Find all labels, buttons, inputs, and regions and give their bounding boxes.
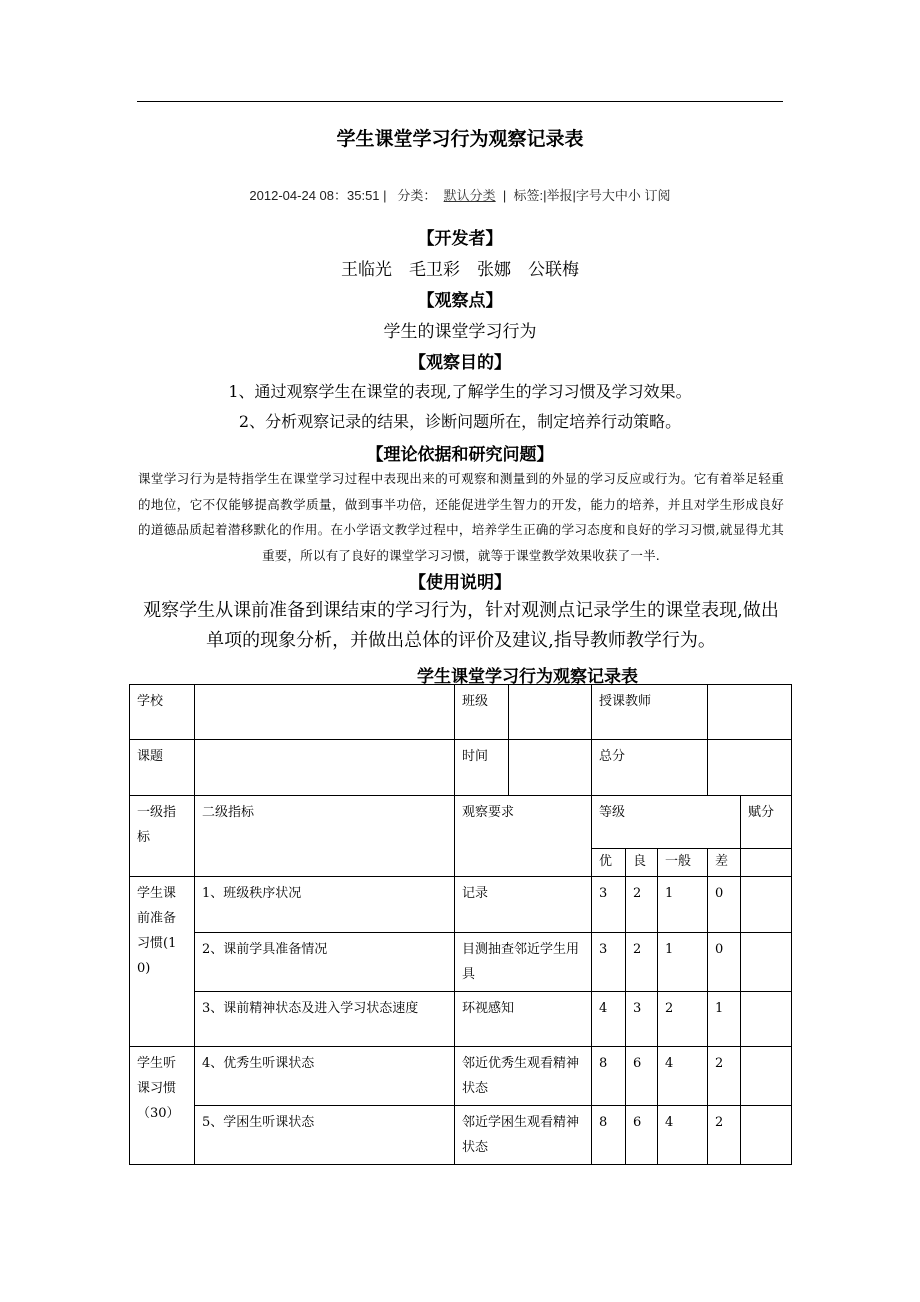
total-label: 总分 <box>592 740 708 796</box>
header-requirement: 观察要求 <box>455 796 592 877</box>
developers-heading: 【开发者】 <box>417 229 503 249</box>
grade-cell: 1 <box>708 992 741 1047</box>
grade-cell: 8 <box>592 1047 626 1106</box>
grade-cell: 4 <box>658 1106 708 1165</box>
theory-paragraph: 课堂学习行为是特指学生在课堂学习过程中表现出来的可观察和测量到的外显的学习反应或行为。它有着举足轻重的地位，它不仅能够提高教学质量，做到事半功倍，还能促进学生智力的开发，能力的培养，并且对学生形成良好的道德品质起着潜移默化的作用。在小学语文教学过程中，培养学生正确的学习态度和良好的学习习惯,就显得尤其重要，所以有了良好的课堂学习习惯，就等于课堂教学效果收获了一半. <box>138 471 784 563</box>
item-cell: 3、课前精神状态及进入学习状态速度 <box>195 992 455 1047</box>
header-score: 赋分 <box>741 796 792 849</box>
req-cell: 环视感知 <box>455 992 592 1047</box>
score-field[interactable] <box>741 1106 792 1165</box>
grade-average: 一般 <box>658 849 708 877</box>
grade-cell: 4 <box>658 1047 708 1106</box>
grade-cell: 3 <box>592 877 626 933</box>
class-label: 班级 <box>455 685 509 740</box>
group-cell: 学生课前准备习惯(10) <box>130 877 195 1047</box>
item-cell: 5、学困生听课状态 <box>195 1106 455 1165</box>
req-cell: 邻近学困生观看精神状态 <box>455 1106 592 1165</box>
grade-cell: 1 <box>658 877 708 933</box>
purpose-item: 1、通过观察学生在课堂的表现,了解学生的学习习惯及学习效果。 <box>228 382 692 401</box>
header-rule <box>137 101 783 102</box>
grade-cell: 8 <box>592 1106 626 1165</box>
grade-good: 良 <box>626 849 658 877</box>
subscribe-link[interactable]: 订阅 <box>644 188 671 203</box>
grade-cell: 2 <box>626 933 658 992</box>
observation-point-heading: 【观察点】 <box>417 291 503 311</box>
usage-paragraph: 观察学生从课前准备到课结束的学习行为，针对观测点记录学生的课堂表现,做出单项的现象分析，并做出总体的评价及建议,指导教师教学行为。 <box>143 600 779 651</box>
group-cell: 学生听课习惯（30） <box>130 1047 195 1165</box>
grade-cell: 3 <box>592 933 626 992</box>
observation-point: 学生的课堂学习行为 <box>383 322 537 342</box>
category-link[interactable]: 默认分类 <box>443 188 496 203</box>
page-title: 学生课堂学习行为观察记录表 <box>336 128 584 150</box>
header-level2: 二级指标 <box>195 796 455 877</box>
grade-cell: 2 <box>708 1047 741 1106</box>
school-field[interactable] <box>195 685 455 740</box>
teacher-field[interactable] <box>708 685 792 740</box>
grade-excellent: 优 <box>592 849 626 877</box>
grade-cell: 2 <box>658 992 708 1047</box>
score-blank <box>741 849 792 877</box>
usage-heading: 【使用说明】 <box>409 573 511 593</box>
purpose-item: 2、分析观察记录的结果，诊断问题所在，制定培养行动策略。 <box>238 412 682 431</box>
score-field[interactable] <box>741 992 792 1047</box>
grade-cell: 4 <box>592 992 626 1047</box>
req-cell: 记录 <box>455 877 592 933</box>
grade-cell: 1 <box>658 933 708 992</box>
header-grade: 等级 <box>592 796 741 849</box>
separator: | <box>502 188 507 203</box>
grade-cell: 6 <box>626 1047 658 1106</box>
grade-cell: 2 <box>626 877 658 933</box>
time-label: 时间 <box>455 740 509 796</box>
observation-table <box>129 684 792 1165</box>
school-label: 学校 <box>130 685 195 740</box>
table-title: 学生课堂学习行为观察记录表 <box>417 667 638 687</box>
grade-poor: 差 <box>708 849 741 877</box>
item-cell: 2、课前学具准备情况 <box>195 933 455 992</box>
item-cell: 4、优秀生听课状态 <box>195 1047 455 1106</box>
developers: 王临光 毛卫彩 张娜 公联梅 <box>341 260 579 280</box>
class-field[interactable] <box>509 685 592 740</box>
post-datetime: 2012-04-24 08：35:51 <box>249 188 380 203</box>
time-field[interactable] <box>509 740 592 796</box>
item-cell: 1、班级秩序状况 <box>195 877 455 933</box>
score-field[interactable] <box>741 1047 792 1106</box>
theory-heading: 【理论依据和研究问题】 <box>366 445 554 465</box>
grade-cell: 2 <box>708 1106 741 1165</box>
grade-cell: 0 <box>708 933 741 992</box>
grade-cell: 0 <box>708 877 741 933</box>
req-cell: 目测抽查邻近学生用具 <box>455 933 592 992</box>
post-meta <box>0 185 920 204</box>
report-link[interactable]: |举报 <box>543 188 573 203</box>
total-field[interactable] <box>708 740 792 796</box>
separator: | <box>383 188 387 203</box>
font-size-links[interactable]: |字号大中小 <box>572 188 641 203</box>
teacher-label: 授课教师 <box>592 685 708 740</box>
req-cell: 邻近优秀生观看精神状态 <box>455 1047 592 1106</box>
tags-label: 标签: <box>513 188 544 203</box>
grade-cell: 3 <box>626 992 658 1047</box>
category-label: 分类： <box>397 188 437 203</box>
header-level1: 一级指标 <box>130 796 195 877</box>
topic-label: 课题 <box>130 740 195 796</box>
grade-cell: 6 <box>626 1106 658 1165</box>
topic-field[interactable] <box>195 740 455 796</box>
score-field[interactable] <box>741 877 792 933</box>
score-field[interactable] <box>741 933 792 992</box>
purpose-heading: 【观察目的】 <box>409 353 511 373</box>
